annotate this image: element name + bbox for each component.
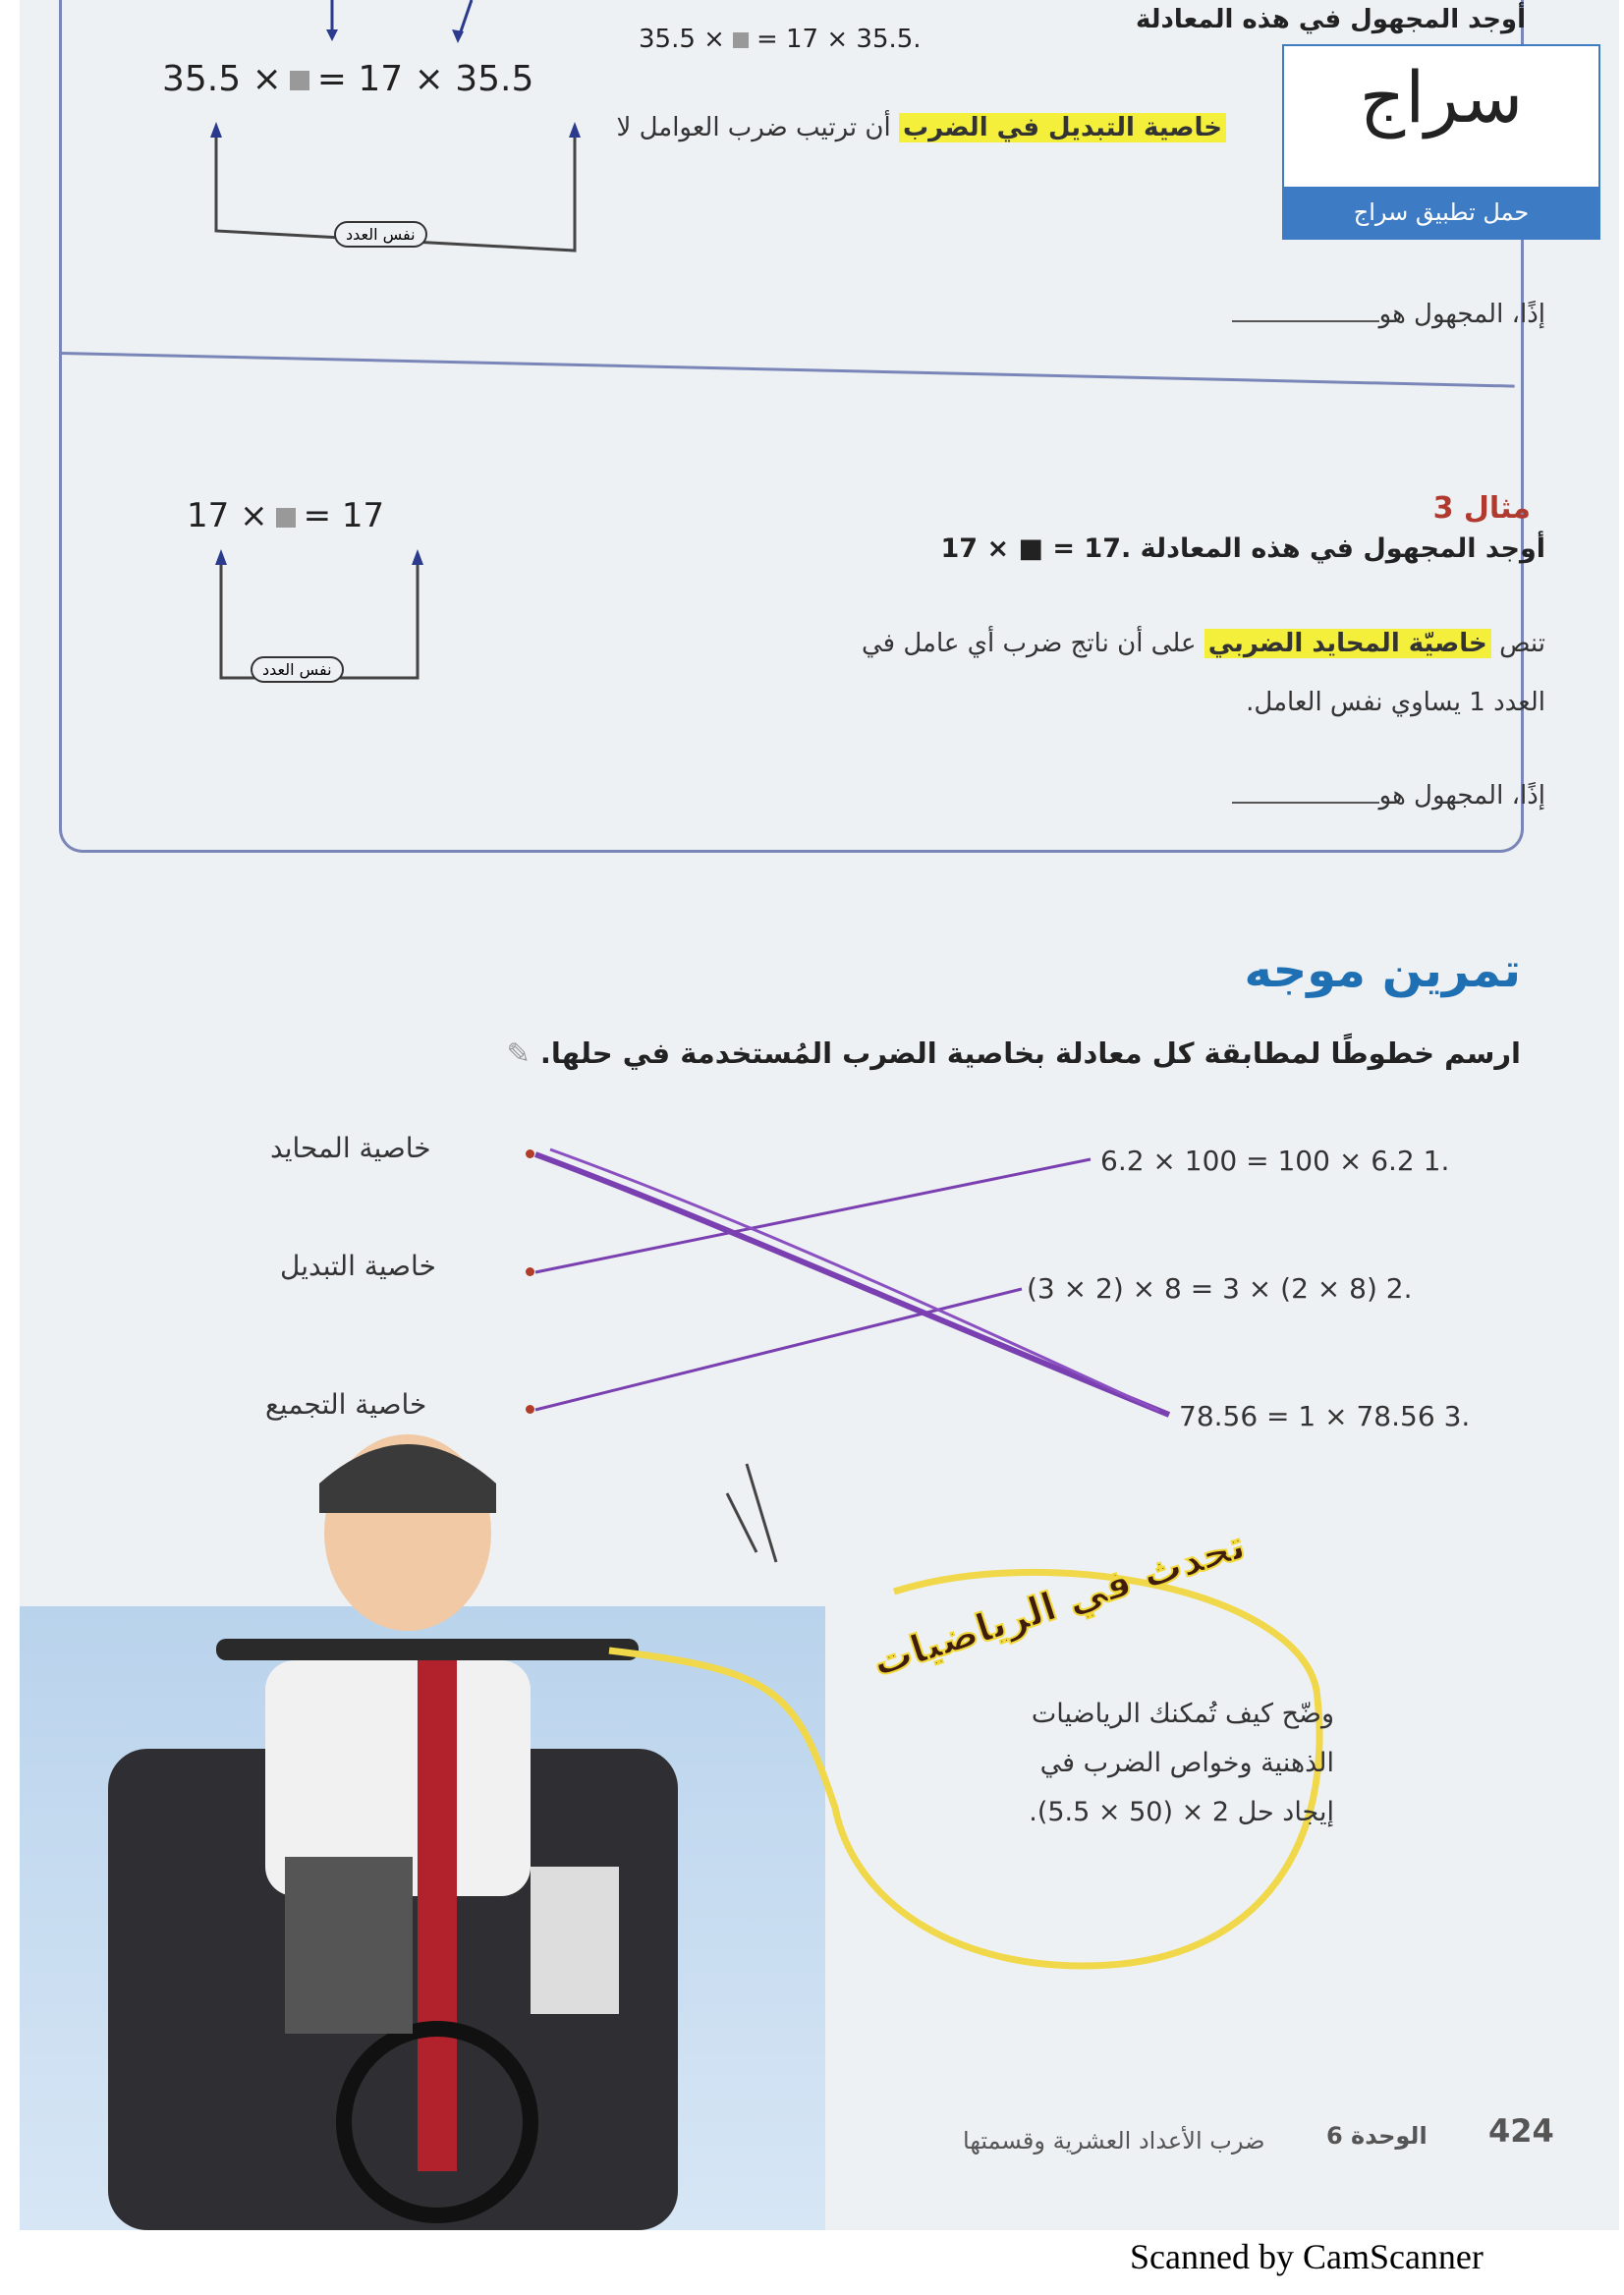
commutative-highlight: خاصية التبديل في الضرب — [899, 113, 1226, 142]
top-body-text: أن ترتيب ضرب العوامل لا — [616, 113, 891, 142]
talk-math-line-1: وضّح كيف تُمكنك الرياضيات — [1031, 1699, 1334, 1729]
example-3-question-equation: 17 × ■ = 17. — [940, 533, 1132, 564]
small-equation-right: = 17 × 35.5. — [756, 25, 922, 54]
same-number-tag: نفس العدد — [251, 656, 344, 683]
guided-instruction-text: ارسم خطوطًا لمطابقة كل معادلة بخاصية الضرب المُستخدمة في حلها. — [539, 1036, 1521, 1070]
example-3-rule-line-2: العدد 1 يساوي نفس العامل. — [1246, 688, 1545, 717]
rule-suffix: على أن ناتج ضرب أي عامل في — [861, 629, 1197, 658]
match-item-1-equation: 6.2 × 100 = 100 × 6.2 — [1100, 1145, 1415, 1177]
example-3-equation-left: 17 × — [187, 496, 268, 535]
match-item-3-equation: 78.56 = 1 × 78.56 — [1179, 1400, 1435, 1432]
page-number: 424 — [1488, 2112, 1554, 2150]
guided-practice-title: تمرين موجه — [1244, 943, 1521, 998]
top-equation-right: = 17 × 35.5 — [316, 59, 534, 99]
rule-prefix: تنص — [1499, 629, 1545, 658]
top-equation-left: 35.5 × — [162, 59, 282, 99]
example-3-title: مثال 3 — [1432, 491, 1531, 526]
property-identity: خاصية المحايد — [270, 1132, 431, 1164]
siraj-logo[interactable] — [1282, 44, 1600, 240]
match-item-2-number: 2. — [1385, 1272, 1413, 1305]
talk-math-title: تحدث في الرياضيات — [867, 1523, 1251, 1686]
pencil-icon: ✎ — [506, 1036, 531, 1070]
footer-unit: الوحدة 6 — [1326, 2122, 1428, 2150]
match-item-2-equation: (3 × 2) × 8 = 3 × (2 × 8) — [1027, 1272, 1377, 1305]
property-commutative: خاصية التبديل — [280, 1250, 436, 1282]
match-item-3-number: 3. — [1443, 1400, 1471, 1432]
same-number-tag: نفس العدد — [334, 221, 427, 248]
footer-unit-title: ضرب الأعداد العشرية وقسمتها — [963, 2127, 1265, 2155]
match-item-1-number: 1. — [1423, 1145, 1450, 1177]
siraj-logo-subtitle: حمل تطبيق سراج — [1284, 187, 1598, 238]
identity-highlight: خاصيّة المحايد الضربي — [1204, 629, 1491, 658]
top-answer-label: إذًا، المجهول هو — [1378, 300, 1545, 329]
siraj-logo-text: سراج — [1359, 56, 1524, 139]
talk-math-text — [1029, 1690, 1334, 1837]
example-3-answer-label: إذًا، المجهول هو — [1378, 781, 1545, 811]
top-heading: أوجد المجهول في هذه المعادلة — [1135, 5, 1526, 34]
textbook-page — [20, 0, 1619, 2230]
small-equation-left: 35.5 × — [639, 25, 725, 54]
talk-math-line-3: إيجاد حل 2 × (50 × 5.5). — [1029, 1797, 1334, 1827]
example-3-question-text: أوجد المجهول في هذه المعادلة — [1140, 533, 1545, 564]
example-3-equation-right: = 17 — [303, 496, 385, 535]
talk-math-line-2: الذهنية وخواص الضرب في — [1039, 1748, 1334, 1778]
scan-note: Scanned by CamScanner — [1130, 2237, 1484, 2276]
speech-bubble — [20, 0, 1619, 2230]
property-associative: خاصية التجميع — [265, 1388, 427, 1421]
